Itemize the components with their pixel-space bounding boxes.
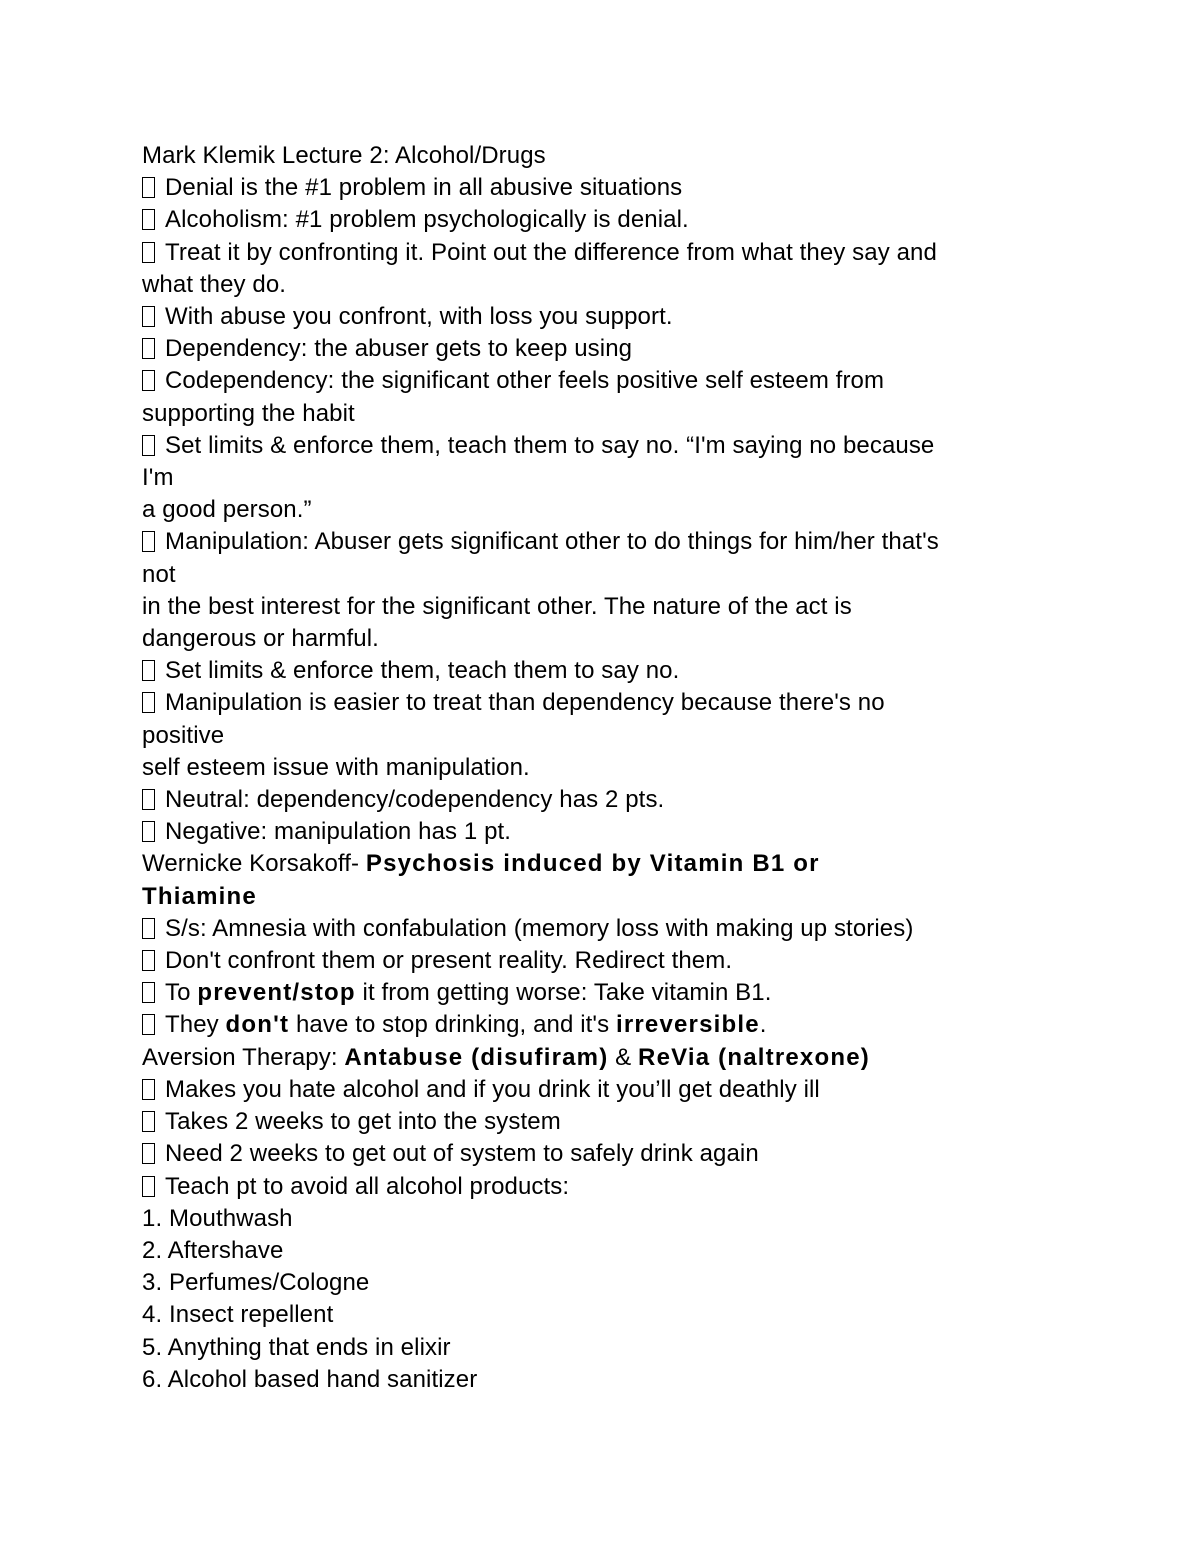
bullet-line [142, 301, 1122, 333]
bullet-line [142, 945, 1122, 977]
emphasized-text: don't [225, 1011, 290, 1039]
missing-glyph-bullet-icon [142, 531, 155, 552]
continuation-line [142, 591, 1122, 623]
text-segment: . [759, 1011, 767, 1039]
continuation-line [142, 462, 1122, 494]
bullet-line [142, 655, 1122, 687]
text-segment: Makes you hate alcohol and if you drink it you’ll get deathly ill [165, 1075, 820, 1103]
missing-glyph-bullet-icon [142, 918, 155, 939]
bullet-line [142, 237, 1122, 269]
missing-glyph-bullet-icon [142, 306, 155, 327]
text-segment: Set limits & enforce them, teach them to say no. [165, 657, 680, 685]
emphasized-text: prevent/stop [197, 979, 356, 1007]
text-segment: & [608, 1043, 639, 1071]
bullet-line [142, 172, 1122, 204]
text-segment: Aversion Therapy: [142, 1043, 345, 1071]
document-body [142, 140, 1122, 1396]
text-segment: what they do. [142, 270, 287, 298]
text-segment: Manipulation is easier to treat than dependency because there's no [165, 689, 885, 717]
text-segment: 3. Perfumes/Cologne [142, 1269, 370, 1297]
missing-glyph-bullet-icon [142, 821, 155, 842]
missing-glyph-bullet-icon [142, 692, 155, 713]
text-segment: 2. Aftershave [142, 1236, 284, 1264]
text-segment: 5. Anything that ends in elixir [142, 1333, 451, 1361]
numbered-item [142, 1332, 1122, 1364]
text-segment: Don't confront them or present reality. Redirect them. [165, 947, 733, 975]
bullet-line [142, 204, 1122, 236]
text-segment: 6. Alcohol based hand sanitizer [142, 1365, 478, 1393]
bullet-line [142, 816, 1122, 848]
continuation-line [142, 623, 1122, 655]
missing-glyph-bullet-icon [142, 1176, 155, 1197]
text-segment: dangerous or harmful. [142, 625, 379, 653]
missing-glyph-bullet-icon [142, 660, 155, 681]
missing-glyph-bullet-icon [142, 1111, 155, 1132]
missing-glyph-bullet-icon [142, 789, 155, 810]
text-segment: Manipulation: Abuser gets significant other to do things for him/her that's [165, 528, 939, 556]
missing-glyph-bullet-icon [142, 209, 155, 230]
text-segment: Mark Klemik Lecture 2: Alcohol/Drugs [142, 142, 546, 169]
bullet-line [142, 784, 1122, 816]
missing-glyph-bullet-icon [142, 1143, 155, 1164]
numbered-item [142, 1203, 1122, 1235]
text-segment: have to stop drinking, and it's [289, 1011, 616, 1039]
text-segment: supporting the habit [142, 399, 355, 427]
missing-glyph-bullet-icon [142, 435, 155, 456]
text-segment: in the best interest for the significant other. The nature of the act is [142, 592, 852, 620]
emphasized-text: ReVia (naltrexone) [638, 1043, 870, 1071]
bullet-line [142, 1138, 1122, 1170]
text-segment: To [165, 979, 198, 1007]
missing-glyph-bullet-icon [142, 242, 155, 263]
numbered-item [142, 1267, 1122, 1299]
continuation-line [142, 752, 1122, 784]
text-segment: not [142, 560, 176, 588]
text-segment: Denial is the #1 problem in all abusive situations [165, 174, 683, 202]
bullet-line [142, 526, 1122, 558]
missing-glyph-bullet-icon [142, 982, 155, 1003]
text-segment: 4. Insect repellent [142, 1301, 334, 1329]
bullet-line [142, 977, 1122, 1009]
bullet-line [142, 687, 1122, 719]
continuation-line [142, 720, 1122, 752]
text-segment: Codependency: the significant other feels positive self esteem from [165, 367, 885, 395]
emphasized-text: Thiamine [142, 882, 257, 910]
missing-glyph-bullet-icon [142, 950, 155, 971]
section-heading-wernicke-cont [142, 881, 1122, 913]
numbered-item [142, 1299, 1122, 1331]
text-segment: Wernicke Korsakoff- [142, 850, 366, 878]
missing-glyph-bullet-icon [142, 1014, 155, 1035]
text-segment: I'm [142, 464, 174, 492]
text-segment: a good person.” [142, 496, 312, 524]
text-segment: S/s: Amnesia with confabulation (memory loss with making up stories) [165, 914, 914, 942]
emphasized-text: Antabuse (disufiram) [344, 1043, 609, 1071]
missing-glyph-bullet-icon [142, 370, 155, 391]
text-segment: Takes 2 weeks to get into the system [165, 1108, 561, 1136]
text-segment: Treat it by confronting it. Point out the difference from what they say and [165, 238, 937, 266]
continuation-line [142, 269, 1122, 301]
text-segment: Dependency: the abuser gets to keep using [165, 335, 633, 363]
document-title [142, 140, 1122, 172]
text-segment: self esteem issue with manipulation. [142, 753, 530, 781]
emphasized-text: Psychosis induced by Vitamin B1 or [365, 850, 820, 878]
bullet-line [142, 1171, 1122, 1203]
emphasized-text: irreversible [615, 1011, 760, 1039]
section-heading-aversion [142, 1042, 1122, 1074]
bullet-line [142, 913, 1122, 945]
continuation-line [142, 494, 1122, 526]
text-segment: With abuse you confront, with loss you support. [165, 303, 673, 331]
text-segment: Neutral: dependency/codependency has 2 pts. [165, 786, 665, 814]
bullet-line [142, 1074, 1122, 1106]
text-segment: They [165, 1011, 226, 1039]
continuation-line [142, 559, 1122, 591]
text-segment: Teach pt to avoid all alcohol products: [165, 1172, 570, 1200]
missing-glyph-bullet-icon [142, 1079, 155, 1100]
missing-glyph-bullet-icon [142, 177, 155, 198]
text-segment: Need 2 weeks to get out of system to safely drink again [165, 1140, 759, 1168]
section-heading-wernicke [142, 848, 1122, 880]
missing-glyph-bullet-icon [142, 338, 155, 359]
bullet-line [142, 1009, 1122, 1041]
continuation-line [142, 398, 1122, 430]
numbered-item [142, 1364, 1122, 1396]
bullet-line [142, 365, 1122, 397]
text-segment: Alcoholism: #1 problem psychologically is denial. [165, 206, 689, 234]
text-segment: 1. Mouthwash [142, 1204, 293, 1232]
text-segment: Negative: manipulation has 1 pt. [165, 818, 512, 846]
text-segment: it from getting worse: Take vitamin B1. [355, 979, 772, 1007]
text-segment: Set limits & enforce them, teach them to say no. “I'm saying no because [165, 431, 935, 459]
bullet-line [142, 1106, 1122, 1138]
bullet-line [142, 333, 1122, 365]
text-segment: positive [142, 721, 225, 749]
numbered-item [142, 1235, 1122, 1267]
bullet-line [142, 430, 1122, 462]
